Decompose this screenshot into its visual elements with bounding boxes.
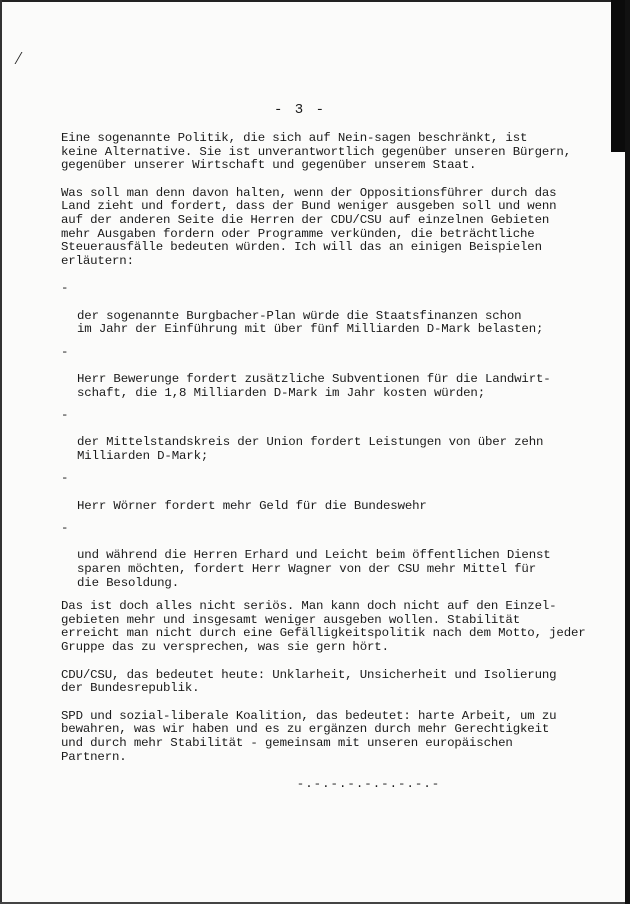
scan-border-top — [0, 0, 630, 2]
scan-border-left — [0, 0, 2, 904]
scan-bar-mark — [611, 0, 625, 152]
scan-border-right — [625, 0, 630, 904]
list-item — [61, 282, 596, 336]
list-item-text: der Mittelstandskreis der Union fordert Leistungen von über zehn Milliarden D-Mark; — [77, 435, 544, 463]
list-dash: - — [61, 521, 69, 536]
document-body — [61, 132, 596, 792]
list-item-text: Herr Bewerunge fordert zusätzliche Subventionen für die Landwirt- schaft, die 1,8 Milliarden D-Mark im Jahr kosten würden; — [77, 371, 551, 400]
end-mark: -.-.-.-.-.-.-.-.- — [296, 777, 441, 792]
list-item — [61, 409, 596, 463]
paragraph: SPD und sozial-liberale Koalition, das bedeutet: harte Arbeit, um zu bewahren, was wir haben und es zu ergänzen durch mehr Gerechtigkeit und durch mehr Stabilität - gemeinsam mit unseren europäischen Partnern. — [61, 708, 557, 764]
list-dash: - — [61, 408, 69, 423]
list-dash: - — [61, 281, 69, 296]
pen-mark — [15, 52, 31, 64]
list-item-text: und während die Herren Erhard und Leicht beim öffentlichen Dienst sparen möchten, fordert Herr Wagner von der CSU mehr Mittel für die Besoldung. — [77, 548, 551, 590]
paragraph: Das ist doch alles nicht seriös. Man kann doch nicht auf den Einzel- gebieten mehr und insgesamt weniger ausgeben wollen. Stabilität erreicht man nicht durch eine Gefälligkeitspolitik nach dem Motto, jeder Gruppe das zu versprechen, was sie gern hört. — [61, 599, 586, 654]
list-item-text: Herr Wörner fordert mehr Geld für die Bundeswehr — [77, 498, 427, 513]
list-dash: - — [61, 471, 69, 486]
paragraph: CDU/CSU, das bedeutet heute: Unklarheit, Unsicherheit und Isolierung der Bundesrepublik. — [61, 667, 557, 696]
page-number: - 3 - — [273, 102, 326, 118]
list-item — [61, 472, 596, 513]
list-item — [61, 522, 596, 590]
paragraph: Was soll man denn davon halten, wenn der Oppositionsführer durch das Land zieht und fordert, dass der Bund weniger ausgeben soll und wenn auf der anderen Seite die Herren der CDU/CSU auf einzelnen Gebieten mehr Ausgaben fordern oder Programme verkünden, die beträchtliche Steuerausfälle bedeuten würden. Ich will das an einigen Beispielen erläutern: — [61, 185, 557, 268]
paragraph: Eine sogenannte Politik, die sich auf Nein-sagen beschränkt, ist keine Alternative. Sie ist unverantwortlich gegenüber unseren Bürgern, gegenüber unserer Wirtschaft und gegenüber unserem Staat. — [61, 131, 571, 173]
list-item-text: der sogenannte Burgbacher-Plan würde die Staatsfinanzen schon im Jahr der Einführung mit über fünf Milliarden D-Mark belasten; — [77, 308, 544, 337]
list-dash: - — [61, 344, 69, 359]
examples-list — [61, 282, 596, 590]
list-item — [61, 346, 596, 400]
